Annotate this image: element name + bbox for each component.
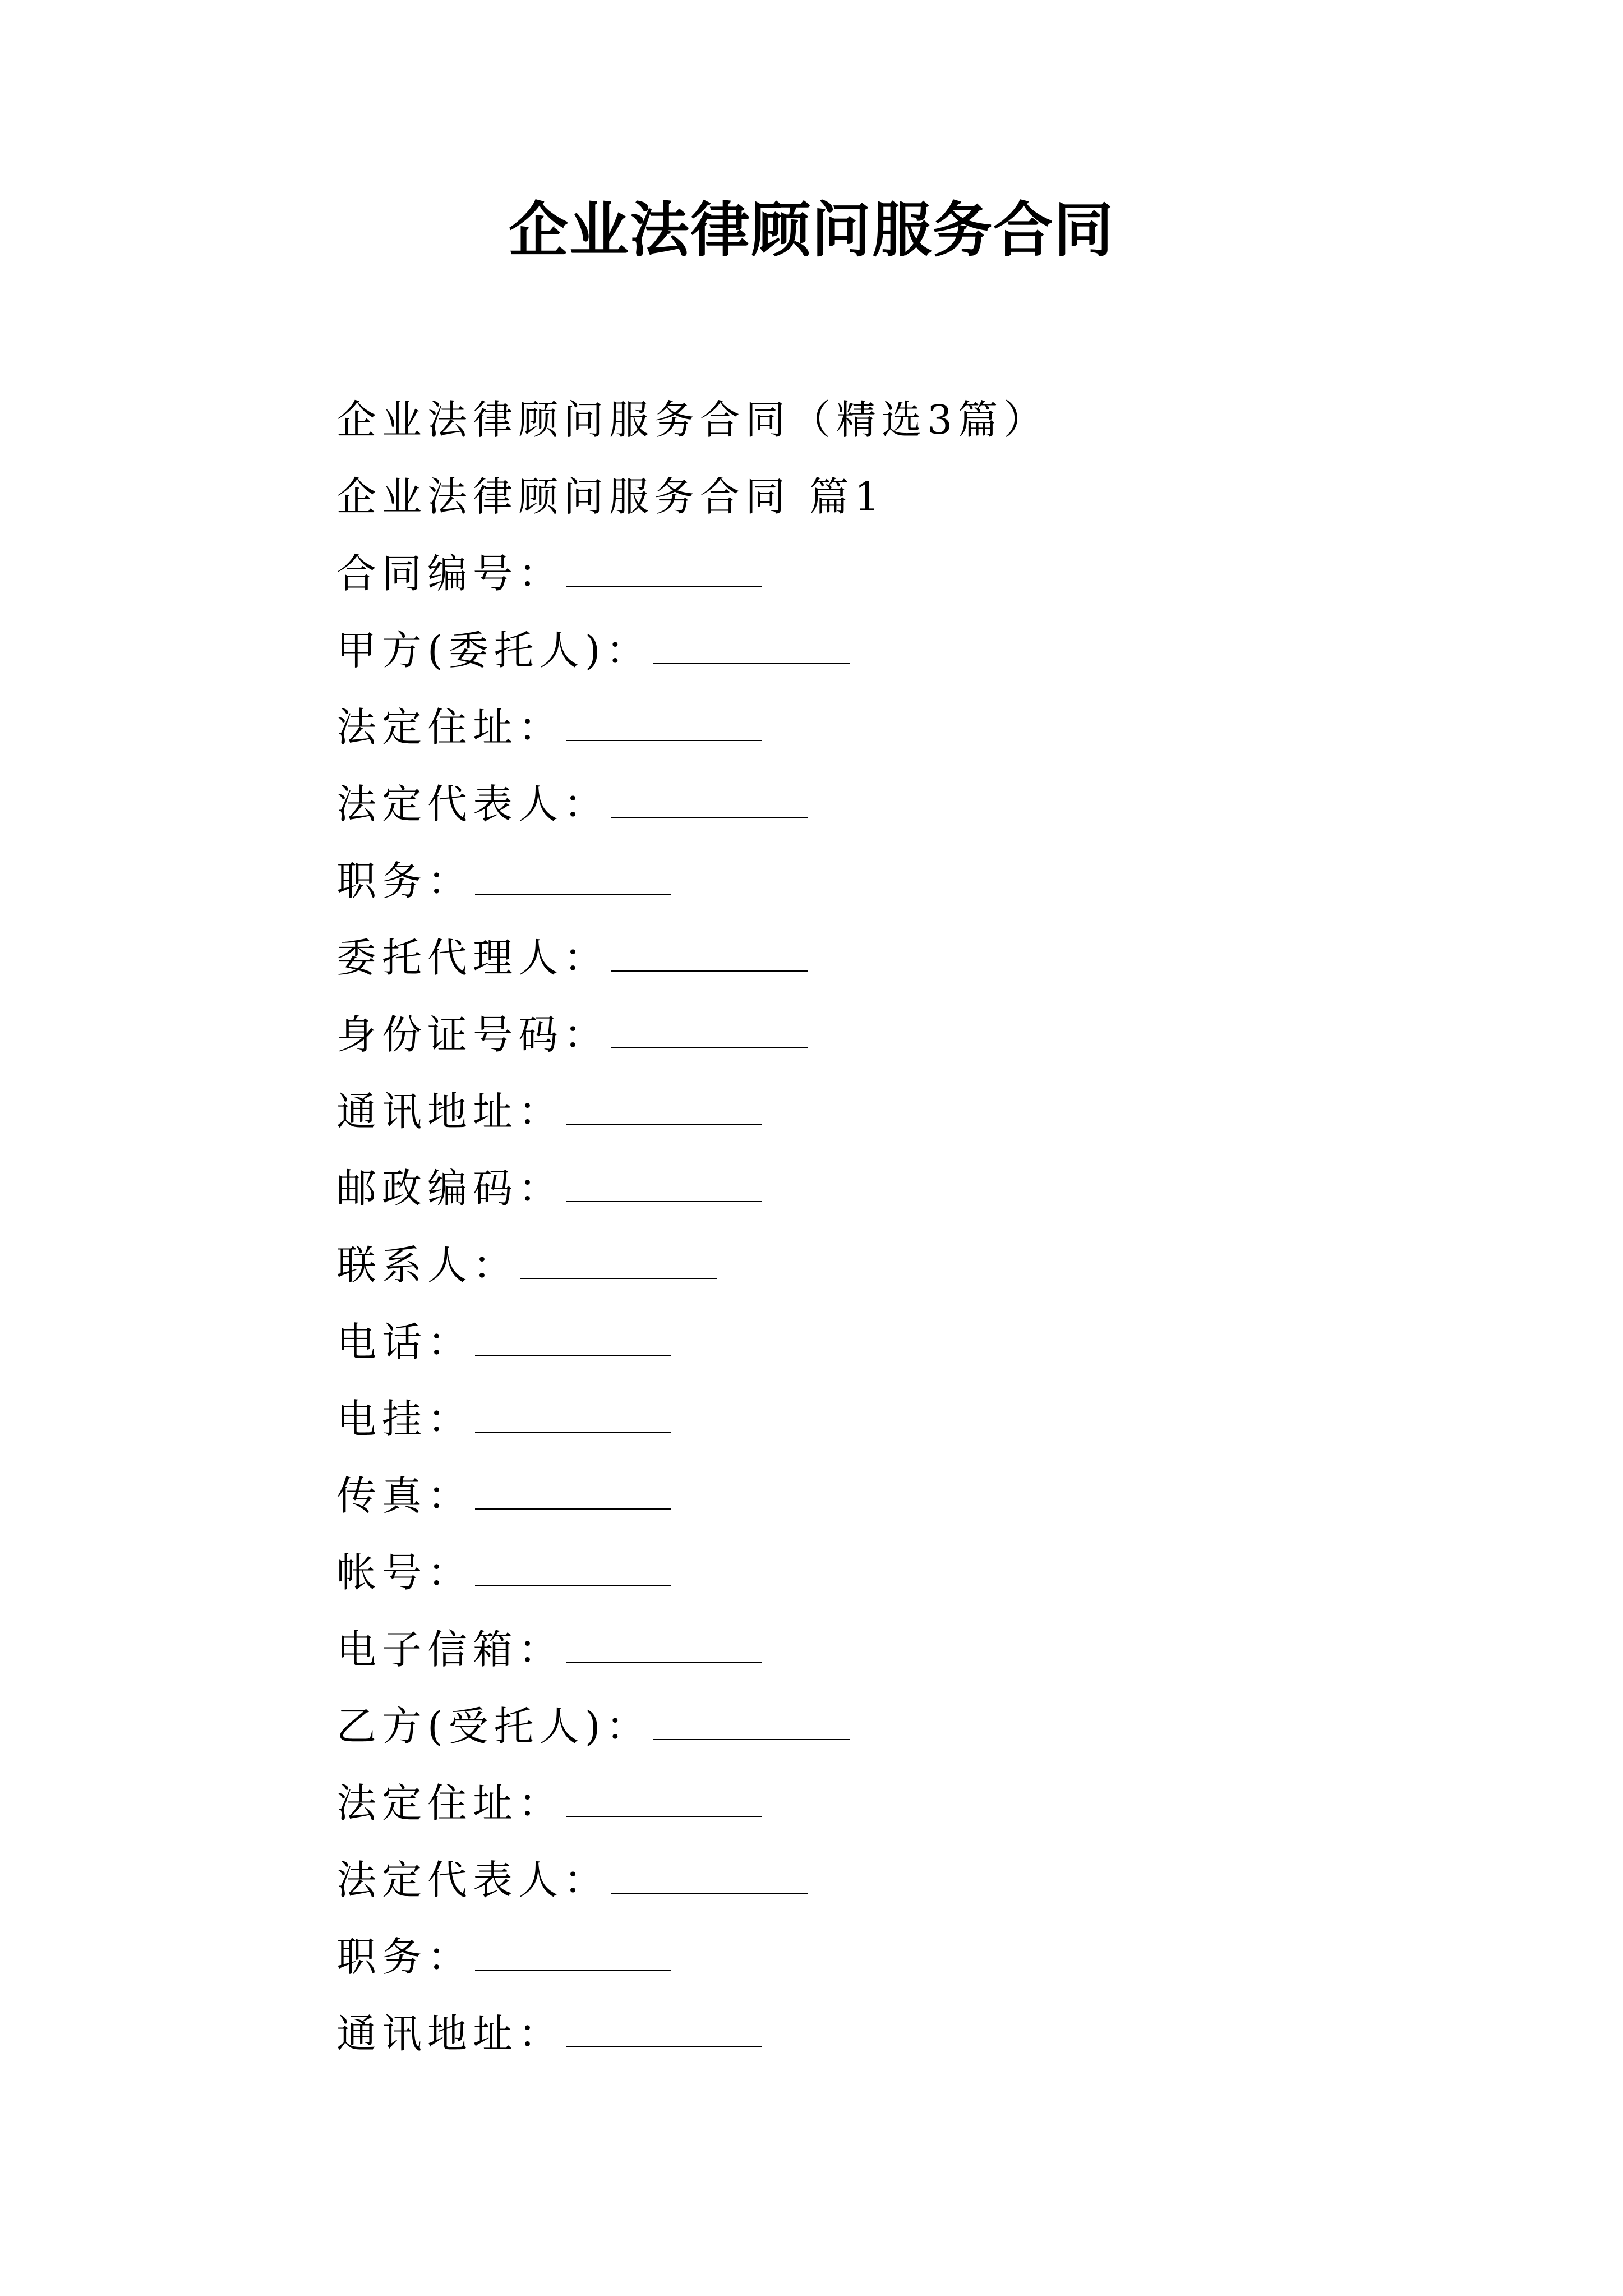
field-mailing-address	[336, 1073, 1514, 1150]
field-party-a-position	[336, 843, 1514, 919]
field-label: 合同编号：	[336, 550, 564, 597]
field-label: 帐号：	[336, 1549, 473, 1596]
fill-in-blank	[520, 1239, 717, 1279]
field-label: 乙方(受托人)：	[336, 1703, 652, 1750]
fill-in-blank	[566, 701, 762, 741]
field-party-b-legal-rep	[336, 1842, 1514, 1918]
field-authorized-agent	[336, 919, 1514, 996]
field-label: 电挂：	[336, 1396, 473, 1442]
fill-in-blank	[611, 777, 808, 818]
document-body	[336, 381, 1514, 2072]
field-fax	[336, 1457, 1514, 1534]
fill-in-blank	[566, 547, 762, 587]
field-postal-code	[336, 1150, 1514, 1227]
field-label: 委托代理人：	[336, 935, 610, 981]
fill-in-blank	[566, 1777, 762, 1817]
field-party-b-mailing-address	[336, 1995, 1514, 2072]
field-label: 职务：	[336, 858, 473, 904]
field-label: 法定住址：	[336, 1780, 564, 1826]
fill-in-blank	[475, 1930, 671, 1971]
fill-in-blank	[653, 1700, 850, 1740]
field-id-number	[336, 996, 1514, 1073]
field-label: 电子信箱：	[336, 1626, 564, 1673]
field-label: 法定住址：	[336, 704, 564, 751]
field-email	[336, 1611, 1514, 1688]
fill-in-blank	[475, 1546, 671, 1586]
field-label: 法定代表人：	[336, 781, 610, 827]
field-party-a-address	[336, 689, 1514, 766]
field-account-number	[336, 1534, 1514, 1611]
fill-in-blank	[566, 2007, 762, 2047]
fill-in-blank	[475, 1469, 671, 1510]
field-label: 甲方(委托人)：	[336, 627, 652, 674]
field-label: 身份证号码：	[336, 1011, 610, 1058]
field-telegraph	[336, 1381, 1514, 1457]
fill-in-blank	[566, 1085, 762, 1125]
fill-in-blank	[475, 1315, 671, 1356]
field-contract-number	[336, 535, 1514, 612]
fill-in-blank	[566, 1623, 762, 1663]
document-title: 企业法律顾问服务合同	[509, 195, 1114, 265]
field-party-b-address	[336, 1765, 1514, 1842]
field-phone	[336, 1304, 1514, 1381]
section-heading: 企业法律顾问服务合同 篇1	[336, 473, 886, 520]
field-party-b	[336, 1688, 1514, 1765]
field-label: 电话：	[336, 1319, 473, 1365]
fill-in-blank	[475, 1392, 671, 1433]
field-party-b-position	[336, 1918, 1514, 1995]
fill-in-blank	[653, 624, 850, 664]
field-label: 法定代表人：	[336, 1857, 610, 1903]
field-label: 传真：	[336, 1473, 473, 1519]
fill-in-blank	[611, 1008, 808, 1048]
field-label: 邮政编码：	[336, 1165, 564, 1212]
field-party-a	[336, 612, 1514, 689]
document-subtitle: 企业法律顾问服务合同（精选3篇）	[336, 397, 1049, 443]
field-contact-person	[336, 1227, 1514, 1304]
field-label: 通讯地址：	[336, 1088, 564, 1135]
fill-in-blank	[566, 1162, 762, 1202]
field-label: 通讯地址：	[336, 2010, 564, 2057]
field-label: 联系人：	[336, 1242, 519, 1289]
fill-in-blank	[475, 854, 671, 895]
fill-in-blank	[611, 1853, 808, 1894]
fill-in-blank	[611, 931, 808, 972]
field-party-a-legal-rep	[336, 766, 1514, 843]
field-label: 职务：	[336, 1934, 473, 1980]
